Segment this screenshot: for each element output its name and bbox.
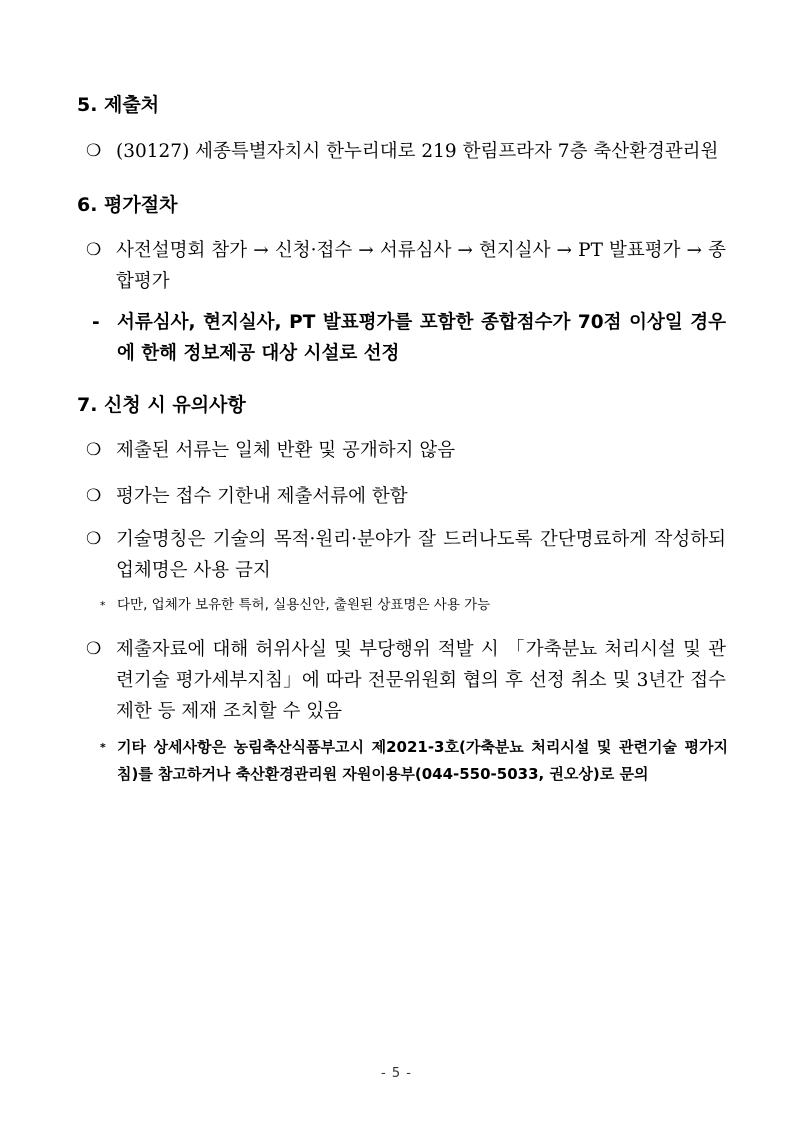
section-6-dash-item <box>92 307 726 369</box>
page-number: - 5 - <box>381 1066 412 1081</box>
circle-bullet-icon: ❍ <box>86 486 102 506</box>
circle-bullet-icon: ❍ <box>86 141 102 161</box>
notice-text: 기술명칭은 기술의 목적·원리·분야가 잘 드러나도록 간단명료하게 작성하되 업체명은 사용 금지 <box>116 529 726 581</box>
section-5-heading: 5. 제출처 <box>77 94 160 116</box>
section-7-heading: 7. 신청 시 유의사항 <box>77 394 246 416</box>
notice-text: 제출자료에 대해 허위사실 및 부당행위 적발 시 「가축분뇨 처리시설 및 관련기술 평가세부지침」에 따라 전문위원회 협의 후 선정 취소 및 3년간 접수 제한 등 제재 조치할 수 있음 <box>116 639 726 722</box>
section-7-item <box>86 634 726 727</box>
section-7-note <box>100 734 728 788</box>
submission-address: (30127) 세종특별자치시 한누리대로 219 한림프라자 7층 축산환경관리원 <box>116 141 719 162</box>
section-7-item <box>86 435 726 466</box>
section-7-item <box>86 481 726 512</box>
circle-bullet-icon: ❍ <box>86 240 102 260</box>
circle-bullet-icon: ❍ <box>86 529 102 549</box>
circle-bullet-icon: ❍ <box>86 440 102 460</box>
section-6-heading: 6. 평가절차 <box>77 194 178 216</box>
dash-bullet-icon: - <box>92 312 100 333</box>
selection-criteria: 서류심사, 현지실사, PT 발표평가를 포함한 종합점수가 70점 이상일 경우에 한해 정보제공 대상 시설로 선정 <box>117 312 726 364</box>
notice-text: 제출된 서류는 일체 반환 및 공개하지 않음 <box>116 440 456 461</box>
section-5-bullet <box>86 136 726 167</box>
note-text: 다만, 업체가 보유한 특허, 실용신안, 출원된 상표명은 사용 가능 <box>117 597 491 613</box>
note-text: 기타 상세사항은 농림축산식품부고시 제2021-3호(가축분뇨 처리시설 및 관련기술 평가지침)를 참고하거나 축산환경관리원 자원이용부(044-550-5033, 권오상)로 문의 <box>117 738 728 783</box>
section-7-note <box>100 592 728 619</box>
section-7-item <box>86 524 726 586</box>
circle-bullet-icon: ❍ <box>86 639 102 659</box>
section-6-bullet <box>86 235 726 297</box>
evaluation-procedure: 사전설명회 참가 → 신청·접수 → 서류심사 → 현지실사 → PT 발표평가 → 종합평가 <box>116 240 726 292</box>
notice-text: 평가는 접수 기한내 제출서류에 한함 <box>116 486 408 507</box>
asterisk-icon: * <box>100 599 106 612</box>
asterisk-icon: * <box>100 741 106 754</box>
